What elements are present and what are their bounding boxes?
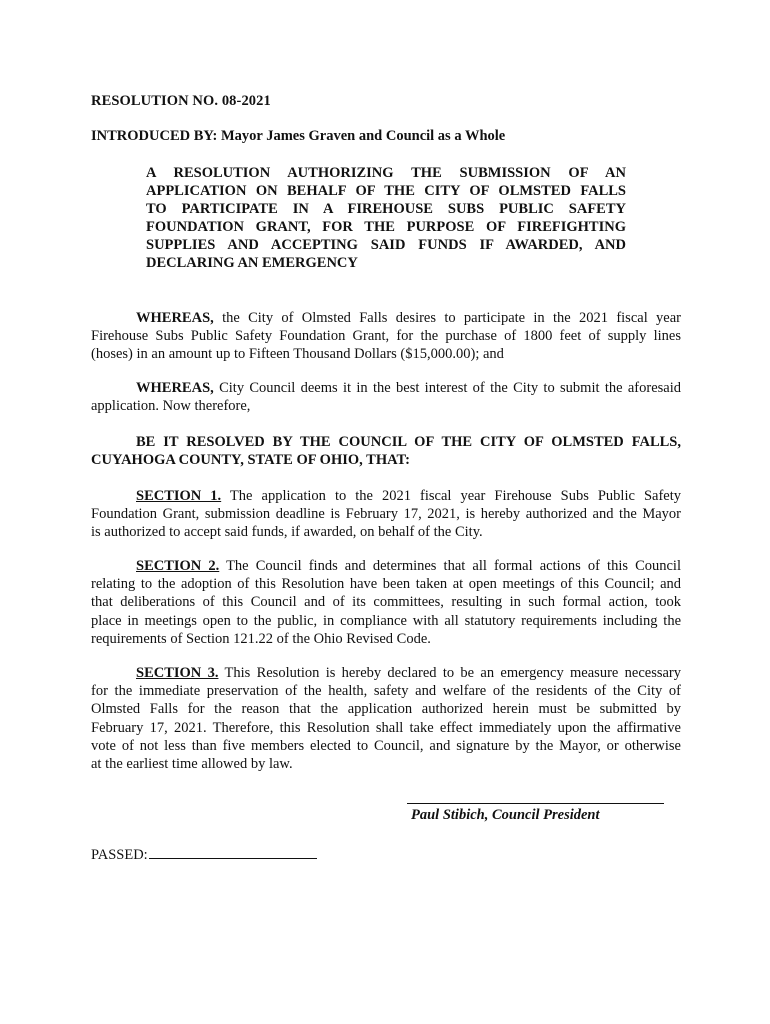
- paragraph-line: [91, 379, 681, 397]
- paragraph-line: requirements of Section 121.22 of the Ohio Revised Code.: [91, 630, 431, 647]
- paragraph-line: CUYAHOGA COUNTY, STATE OF OHIO, THAT:: [91, 452, 410, 469]
- paragraph-line: application. Now therefore,: [91, 398, 251, 415]
- title-line: DECLARING AN EMERGENCY: [146, 255, 358, 271]
- passed-label: PASSED:: [91, 847, 148, 863]
- section-heading: SECTION 3.: [136, 665, 219, 681]
- paragraph-line: [91, 557, 681, 575]
- paragraph-text: the City of Olmsted Falls desires to participate in the 2021 fiscal year: [213, 310, 681, 326]
- paragraph-line: Firehouse Subs Public Safety Foundation Grant, for the purchase of 1800 feet of supply lines: [91, 328, 681, 345]
- paragraph-line: for the immediate preservation of the health, safety and welfare of the residents of the City of: [91, 683, 681, 700]
- section-heading: SECTION 1.: [136, 488, 222, 504]
- title-line: TO PARTICIPATE IN A FIREHOUSE SUBS PUBLIC SAFETY: [146, 201, 626, 217]
- section-heading: SECTION 2.: [136, 558, 220, 574]
- passed-date-blank: [149, 844, 317, 859]
- paragraph-line: is authorized to accept said funds, if awarded, on behalf of the City.: [91, 524, 483, 541]
- section-3: [91, 664, 681, 773]
- section-1: [91, 487, 681, 542]
- passed-field: [91, 844, 317, 864]
- signature-name: Paul Stibich, Council President: [411, 807, 600, 823]
- be-it-resolved: [91, 433, 681, 469]
- title-line: APPLICATION ON BEHALF OF THE CITY OF OLMSTED FALLS: [146, 183, 626, 199]
- whereas-lead: WHEREAS,: [136, 310, 214, 326]
- paragraph-line: vote of not less than five members elected to Council, and signature by the Mayor, or otherwise: [91, 737, 681, 754]
- paragraph-line: place in meetings open to the public, in compliance with all statutory requirements including the: [91, 612, 681, 629]
- paragraph-text: The application to the 2021 fiscal year Firehouse Subs Public Safety: [221, 488, 681, 504]
- section-2: [91, 557, 681, 648]
- paragraph-line: relating to the adoption of this Resolution have been taken at open meetings of this Council; and: [91, 576, 681, 593]
- title-line: FOUNDATION GRANT, FOR THE PURPOSE OF FIREFIGHTING: [146, 219, 626, 235]
- paragraph-text: The Council finds and determines that all formal actions of this Council: [219, 558, 681, 574]
- paragraph-line: BE IT RESOLVED BY THE COUNCIL OF THE CITY OF OLMSTED FALLS,: [136, 434, 681, 450]
- paragraph-line: (hoses) in an amount up to Fifteen Thousand Dollars ($15,000.00); and: [91, 346, 504, 363]
- paragraph-line: [91, 309, 681, 327]
- paragraph-line: Foundation Grant, submission deadline is February 17, 2021, is hereby authorized and the Mayor: [91, 506, 681, 523]
- whereas-lead: WHEREAS,: [136, 380, 214, 396]
- paragraph-line: [91, 487, 681, 505]
- paragraph-line: at the earliest time allowed by law.: [91, 756, 293, 773]
- title-line: SUPPLIES AND ACCEPTING SAID FUNDS IF AWARDED, AND: [146, 237, 626, 253]
- paragraph-text: City Council deems it in the best interest of the City to submit the aforesaid: [213, 380, 681, 396]
- signature-line: [407, 803, 664, 804]
- resolution-title: [146, 164, 626, 272]
- introduced-by: INTRODUCED BY: Mayor James Graven and Council as a Whole: [91, 128, 506, 144]
- paragraph-line: Olmsted Falls for the reason that the application authorized herein must be submitted by: [91, 701, 681, 718]
- resolution-number: RESOLUTION NO. 08-2021: [91, 93, 271, 109]
- title-line: A RESOLUTION AUTHORIZING THE SUBMISSION OF AN: [146, 165, 626, 181]
- whereas-paragraph-2: [91, 379, 681, 415]
- paragraph-line: [91, 664, 681, 682]
- paragraph-line: that deliberations of this Council and of its committees, resulting in such formal action, took: [91, 594, 681, 611]
- paragraph-text: This Resolution is hereby declared to be an emergency measure necessary: [218, 665, 681, 681]
- paragraph-line: February 17, 2021. Therefore, this Resolution shall take effect immediately upon the affirmative: [91, 719, 681, 736]
- whereas-paragraph-1: [91, 309, 681, 364]
